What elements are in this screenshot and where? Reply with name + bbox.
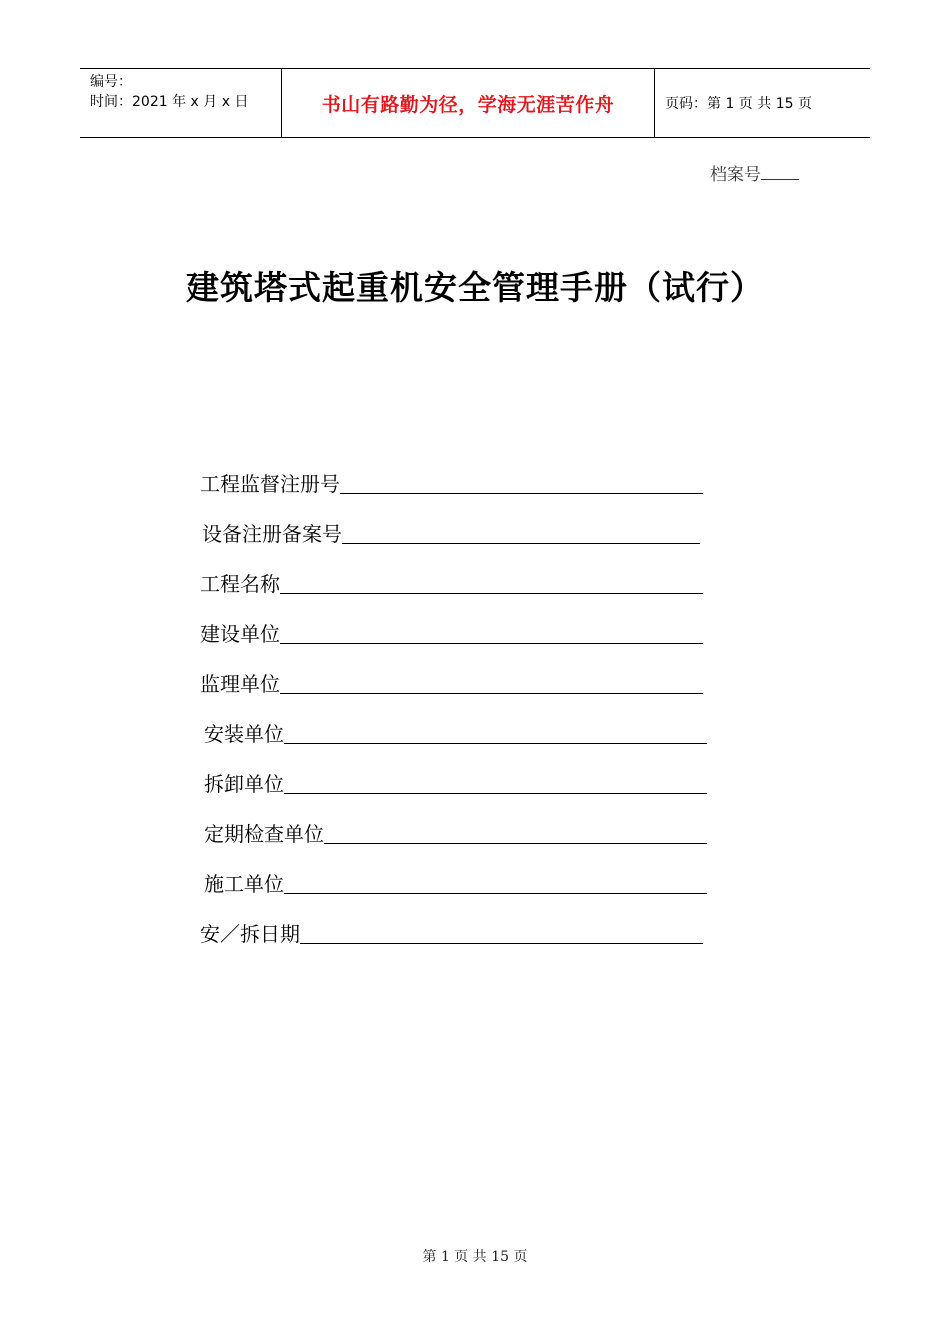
number-label: 编号： bbox=[90, 74, 132, 90]
form-field-construction-owner bbox=[200, 618, 703, 646]
field-blank-line[interactable] bbox=[284, 721, 707, 744]
field-label: 拆卸单位 bbox=[204, 772, 284, 796]
time-label: 时间：2021 年 x 月 x 日 bbox=[90, 94, 249, 110]
field-blank-line[interactable] bbox=[324, 821, 707, 844]
field-blank-line[interactable] bbox=[280, 571, 703, 594]
field-blank-line[interactable] bbox=[284, 871, 707, 894]
header-meta bbox=[80, 69, 282, 137]
field-label: 安装单位 bbox=[204, 722, 284, 746]
form-field-project-name bbox=[200, 568, 703, 596]
form-field-contractor bbox=[204, 868, 707, 896]
page-header bbox=[80, 68, 870, 138]
archive-number bbox=[710, 160, 799, 185]
field-blank-line[interactable] bbox=[340, 471, 703, 494]
form-field-supervision-number bbox=[200, 468, 703, 496]
document-title: 建筑塔式起重机安全管理手册（试行） bbox=[186, 268, 764, 307]
field-blank-line[interactable] bbox=[280, 621, 703, 644]
field-label: 施工单位 bbox=[204, 872, 284, 896]
header-motto: 书山有路勤为径，学海无涯苦作舟 bbox=[282, 69, 655, 137]
field-label: 设备注册备案号 bbox=[202, 522, 342, 546]
form-field-inspector bbox=[204, 818, 707, 846]
field-blank-line[interactable] bbox=[284, 771, 707, 794]
field-label: 安／拆日期 bbox=[200, 922, 300, 946]
archive-blank[interactable] bbox=[761, 163, 799, 180]
page-footer: 第 1 页 共 15 页 bbox=[422, 1249, 528, 1265]
field-blank-line[interactable] bbox=[342, 521, 700, 544]
form-field-install-dismantle-date bbox=[200, 918, 703, 946]
field-label: 监理单位 bbox=[200, 672, 280, 696]
field-blank-line[interactable] bbox=[280, 671, 703, 694]
field-blank-line[interactable] bbox=[300, 921, 703, 944]
field-label: 工程监督注册号 bbox=[200, 472, 340, 496]
field-label: 工程名称 bbox=[200, 572, 280, 596]
form-field-equipment-registration bbox=[202, 518, 700, 546]
field-label: 定期检查单位 bbox=[204, 822, 324, 846]
header-page-info: 页码：第 1 页 共 15 页 bbox=[665, 96, 812, 112]
form-field-installer bbox=[204, 718, 707, 746]
form-field-supervisor bbox=[200, 668, 703, 696]
archive-label: 档案号 bbox=[710, 165, 761, 185]
form-field-dismantler bbox=[204, 768, 707, 796]
field-label: 建设单位 bbox=[200, 622, 280, 646]
